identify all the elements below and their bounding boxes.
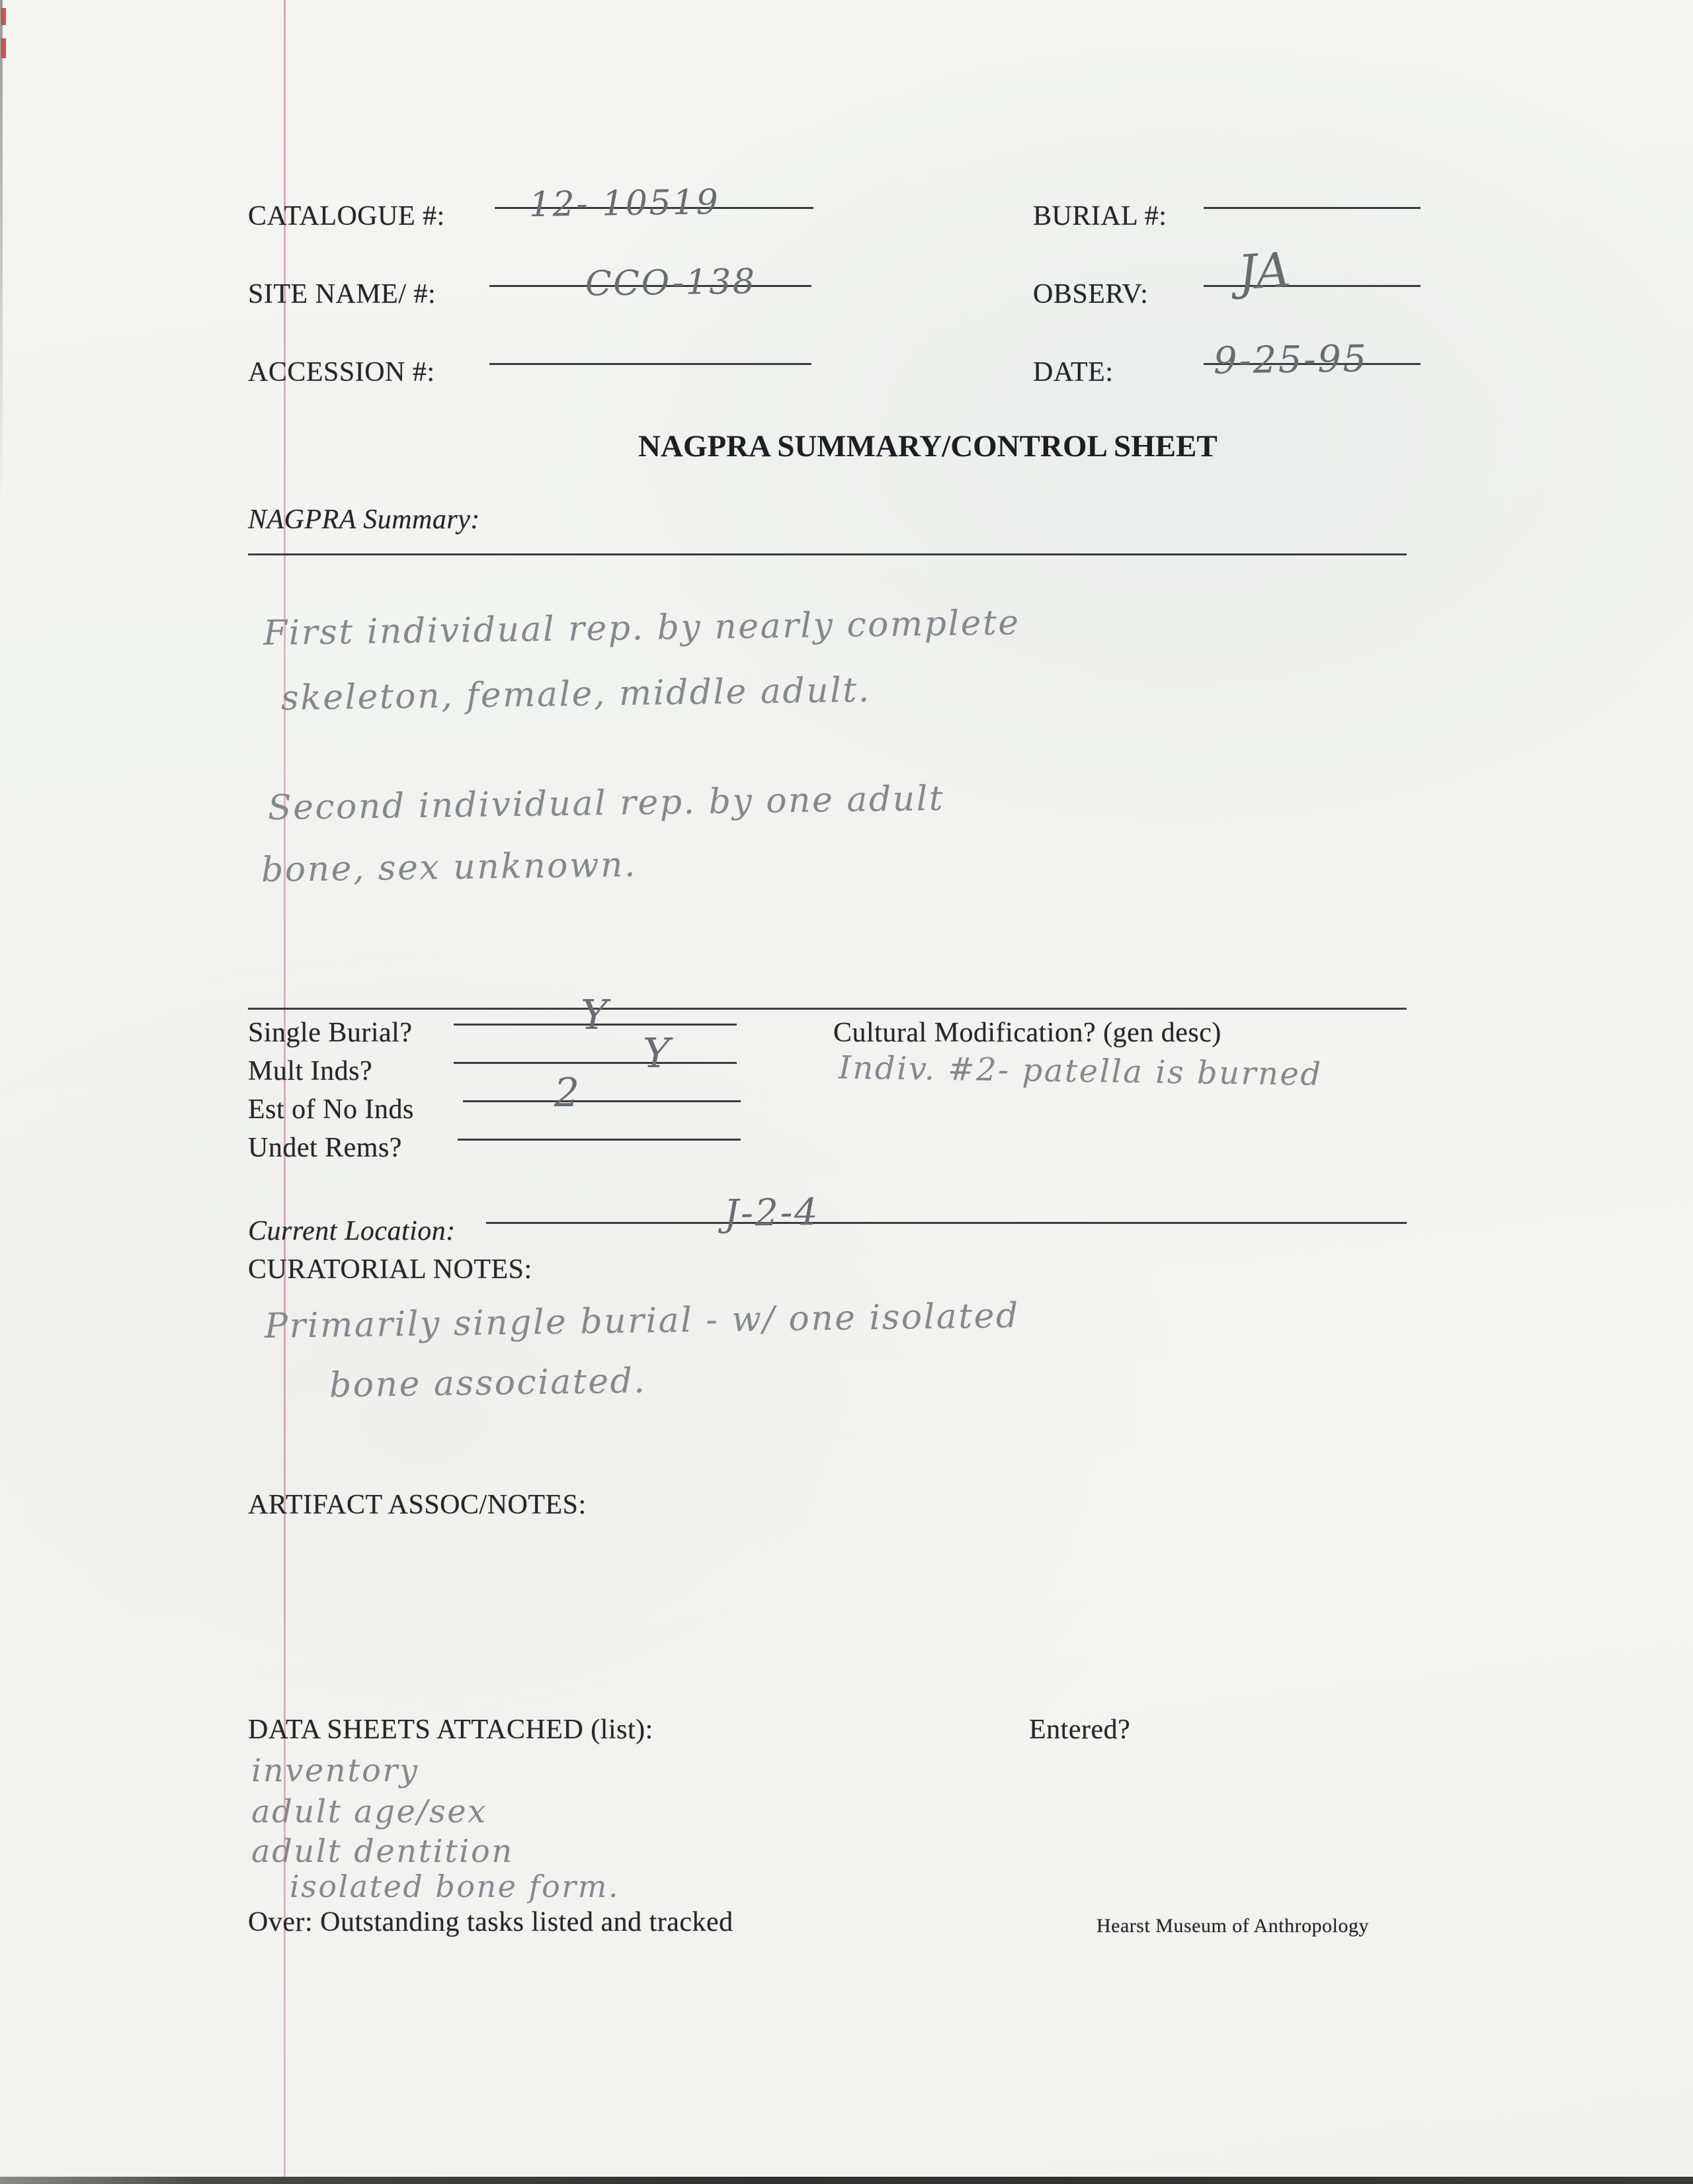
current-location-value: J-2-4 <box>723 1190 820 1236</box>
footer-org: Hearst Museum of Anthropology <box>1096 1915 1369 1937</box>
summary-top-rule <box>248 553 1407 555</box>
current-location-line <box>486 1222 1407 1224</box>
current-location-label: Current Location: <box>248 1216 456 1246</box>
mult-inds-line <box>454 1062 737 1064</box>
burial-number-label: BURIAL #: <box>1033 201 1167 231</box>
burial-number-line <box>1204 207 1421 209</box>
single-burial-label: Single Burial? <box>248 1018 413 1048</box>
catalogue-label: CATALOGUE #: <box>248 201 445 231</box>
scan-left-edge-shadow <box>0 0 3 503</box>
accession-label: ACCESSION #: <box>248 357 435 387</box>
curatorial-notes-line-2: bone associated. <box>329 1361 647 1406</box>
catalogue-value: 12- 10519 <box>528 182 720 225</box>
summary-line-1: First individual rep. by nearly complete <box>263 603 1020 653</box>
data-sheet-item: adult dentition <box>251 1833 514 1870</box>
observ-signature: JA <box>1236 241 1291 301</box>
undet-rems-label: Undet Rems? <box>248 1133 402 1163</box>
data-sheets-label: DATA SHEETS ATTACHED (list): <box>248 1715 653 1745</box>
form-title: NAGPRA SUMMARY/CONTROL SHEET <box>638 429 1218 464</box>
curatorial-notes-label: CURATORIAL NOTES: <box>248 1254 532 1285</box>
footer-note: Over: Outstanding tasks listed and tracked <box>248 1907 733 1937</box>
mid-section-rule <box>248 1008 1407 1010</box>
single-burial-value: Y <box>581 991 610 1039</box>
est-no-inds-value: 2 <box>554 1070 581 1116</box>
cultural-modification-value: Indiv. #2- patella is burned <box>838 1049 1323 1094</box>
scan-bottom-edge <box>0 2177 1693 2184</box>
observ-line <box>1204 285 1421 287</box>
artifact-assoc-label: ARTIFACT ASSOC/NOTES: <box>248 1490 587 1520</box>
summary-line-4: bone, sex unknown. <box>261 845 638 890</box>
entered-label: Entered? <box>1029 1715 1131 1745</box>
date-value: 9-25-95 <box>1213 337 1368 383</box>
data-sheet-item: isolated bone form. <box>290 1869 620 1904</box>
site-name-label: SITE NAME/ #: <box>248 279 436 309</box>
est-no-inds-label: Est of No Inds <box>248 1094 414 1125</box>
undet-rems-line <box>458 1139 741 1141</box>
accession-line <box>489 363 811 365</box>
scan-red-mark <box>1 8 6 25</box>
data-sheet-item: inventory <box>251 1752 419 1789</box>
data-sheet-item: adult age/sex <box>251 1793 487 1830</box>
mult-inds-label: Mult Inds? <box>248 1056 373 1086</box>
est-no-inds-line <box>463 1100 741 1102</box>
scan-red-mark <box>1 38 6 58</box>
site-name-value: CCO-138 <box>585 262 757 304</box>
cultural-modification-label: Cultural Modification? (gen desc) <box>833 1018 1221 1048</box>
mult-inds-value: Y <box>643 1029 672 1077</box>
date-label: DATE: <box>1033 357 1114 387</box>
observ-label: OBSERV: <box>1033 279 1149 309</box>
summary-line-2: skeleton, female, middle adult. <box>280 670 872 719</box>
summary-line-3: Second individual rep. by one adult <box>267 778 945 829</box>
curatorial-notes-line-1: Primarily single burial - w/ one isolated <box>264 1296 1020 1346</box>
nagpra-summary-label: NAGPRA Summary: <box>248 505 480 535</box>
